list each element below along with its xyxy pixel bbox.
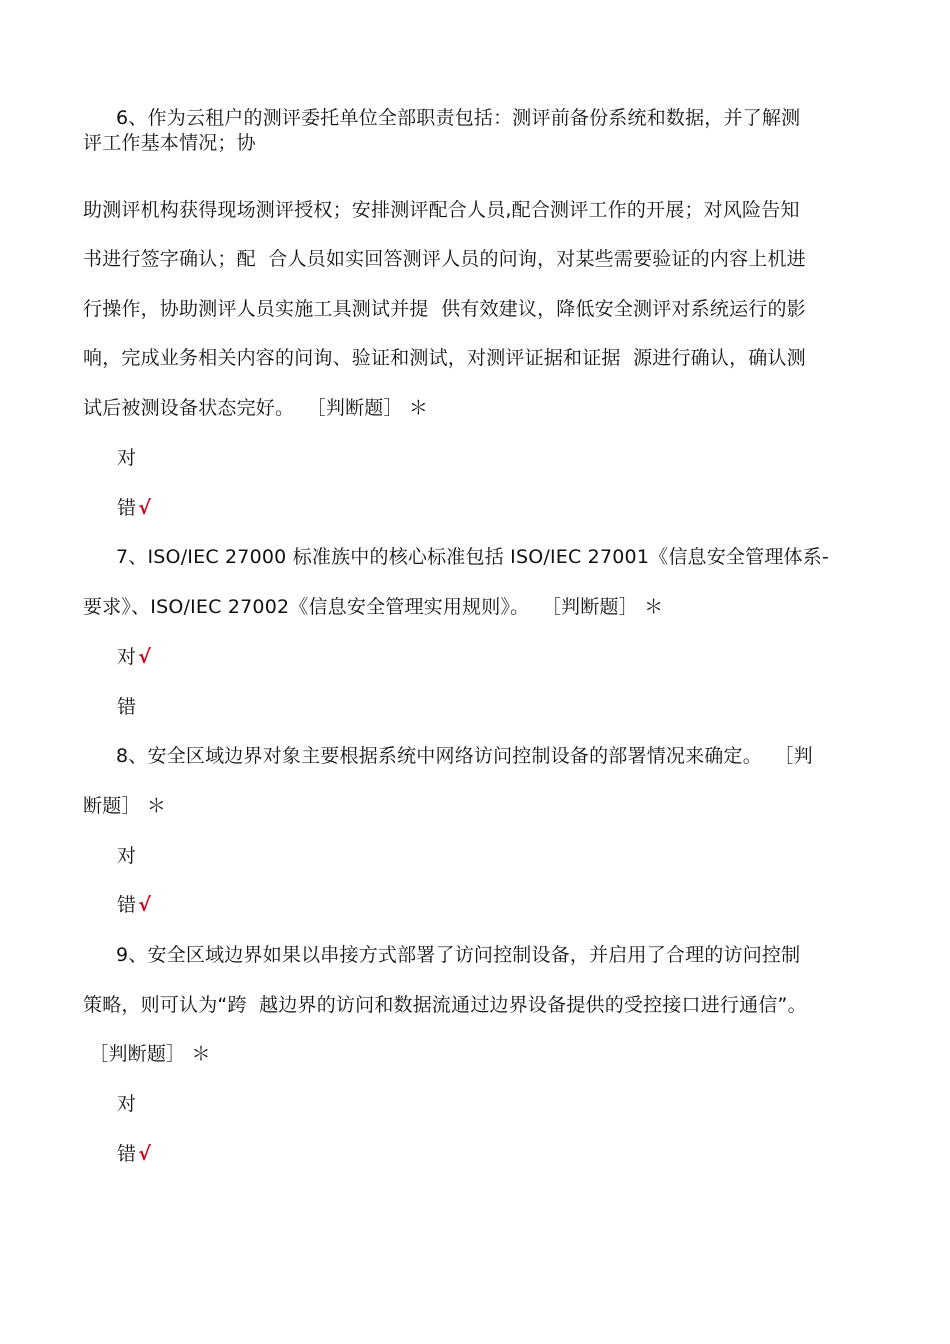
q8-line-2: 断题］ ＊ bbox=[83, 795, 167, 817]
q7-option-false[interactable] bbox=[117, 695, 138, 719]
q9-line-3: ［判断题］ ＊ bbox=[83, 1043, 211, 1065]
q9-option-true[interactable] bbox=[117, 1092, 138, 1116]
option-label: 错 bbox=[117, 497, 137, 519]
option-label: 错 bbox=[117, 894, 137, 916]
q7-line-1: 7、ISO/IEC 27000 标准族中的核心标准包括 ISO/IEC 27001《信息安全管理体系- bbox=[116, 546, 829, 568]
q8-line-1: 8、安全区域边界对象主要根据系统中网络访问控制设备的部署情况来确定。 ［判 bbox=[116, 745, 813, 767]
check-mark-icon: √ bbox=[138, 1143, 152, 1165]
option-label: 错 bbox=[117, 696, 137, 718]
q6-line-7: 试后被测设备状态完好。 ［判断题］ ＊ bbox=[83, 397, 429, 419]
q8-option-false[interactable] bbox=[117, 893, 151, 917]
check-mark-icon: √ bbox=[138, 646, 152, 668]
q6-line-3: 助测评机构获得现场测评授权；安排测评配合人员,配合测评工作的开展；对风险告知 bbox=[83, 199, 800, 221]
option-label: 对 bbox=[117, 845, 137, 867]
q9-line-1: 9、安全区域边界如果以串接方式部署了访问控制设备，并启用了合理的访问控制 bbox=[116, 944, 801, 966]
q9-line-2: 策略，则可认为“跨 越边界的访问和数据流通过边界设备提供的受控接口进行通信”。 bbox=[83, 994, 807, 1016]
check-mark-icon: √ bbox=[138, 497, 152, 519]
q6-line-6: 响，完成业务相关内容的问询、验证和测试，对测评证据和证据 源进行确认，确认测 bbox=[83, 347, 806, 369]
option-label: 错 bbox=[117, 1143, 137, 1165]
option-label: 对 bbox=[117, 447, 137, 469]
q6-line-1: 6、作为云租户的测评委托单位全部职责包括：测评前备份系统和数据，并了解测 bbox=[116, 107, 801, 129]
q6-option-false[interactable] bbox=[117, 496, 151, 520]
q6-line-2: 评工作基本情况；协 bbox=[83, 132, 256, 154]
option-label: 对 bbox=[117, 1093, 137, 1115]
q6-line-4: 书进行签字确认；配 合人员如实回答测评人员的问询，对某些需要验证的内容上机进 bbox=[83, 248, 806, 270]
check-mark-icon: √ bbox=[138, 894, 152, 916]
q6-line-5: 行操作，协助测评人员实施工具测试并提 供有效建议，降低安全测评对系统运行的影 bbox=[83, 298, 806, 320]
q8-option-true[interactable] bbox=[117, 844, 138, 868]
q6-option-true[interactable] bbox=[117, 446, 138, 470]
q7-option-true[interactable] bbox=[117, 645, 151, 669]
option-label: 对 bbox=[117, 646, 137, 668]
q9-option-false[interactable] bbox=[117, 1142, 151, 1166]
q7-line-2: 要求》、ISO/IEC 27002《信息安全管理实用规则》。 ［判断题］ ＊ bbox=[83, 596, 664, 618]
